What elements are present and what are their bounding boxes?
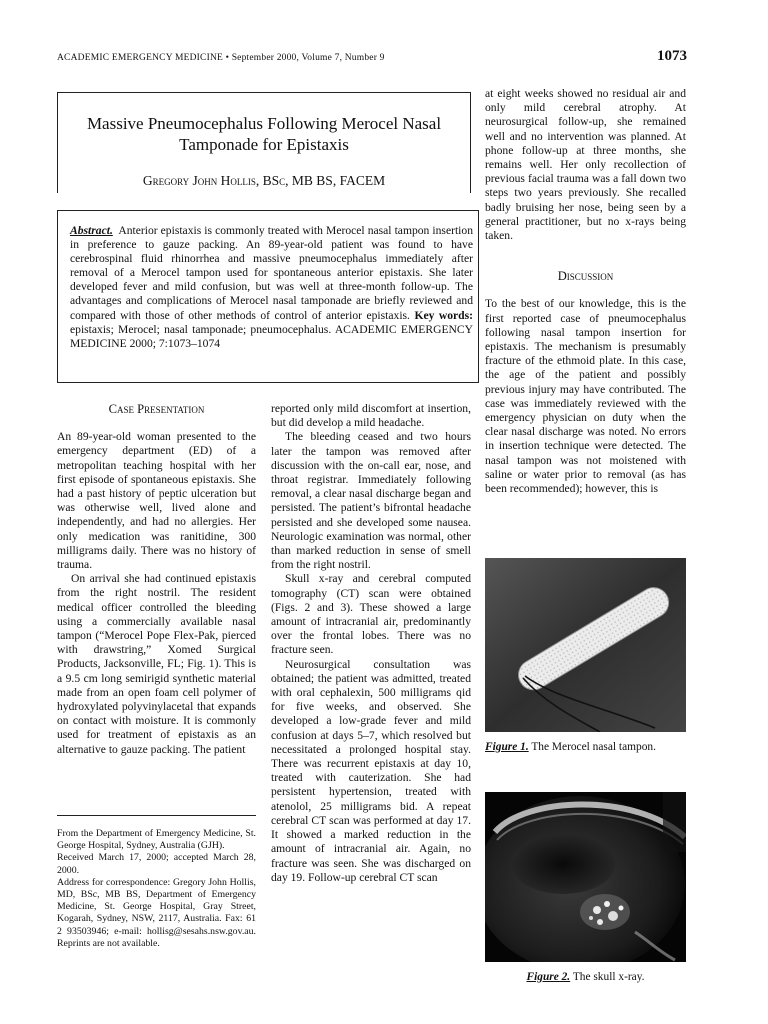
body-paragraph: To the best of our knowledge, this is the first reported case of pneumocephalus following nasal tampon insertion for epistaxis. The mechanism is presumably fracture of the ethmoid plate. In this case, the age of the patient and possibly previous injury may have contributed. The case was immediately reviewed with the emergency physician on duty when the clear nasal discharge was noted. No errors in insertion technique were detected. The nasal tampon was not moistened with saline or water prior to removal (as has been recommended); however, this is (485, 297, 686, 496)
body-paragraph: at eight weeks showed no residual air and only mild cerebral atrophy. At neurosurgical follow-up, she remained well and no intervention was planned. At phone follow-up at three months, she remains well. Her only recollection of previous facial trauma was a fall down two steps two years previously. She recalled badly bruising her nose, being seen by a general practitioner, but no x-rays being taken. (485, 87, 686, 243)
figure-2-label: Figure 2. (526, 971, 571, 983)
running-head: ACADEMIC EMERGENCY MEDICINE • September 2000, Volume 7, Number 9 (57, 53, 385, 63)
page-number: 1073 (657, 48, 687, 64)
column-1 (57, 402, 256, 757)
figure-1-label: Figure 1. (485, 741, 529, 753)
abstract-text: Anterior epistaxis is commonly treated with Merocel nasal tampon insertion in preference to gauze packing. An 89-year-old patient was found to have cerebrospinal fluid rhinorrhea and massive pneumocephalus immediately after removal of a Merocel tampon used for spontaneous anterior epistaxis. She later developed fever and mild confusion, but was well at three-month follow-up. The advantages and complications of Merocel nasal tamponade are briefly reviewed and compared with those of other methods of control of anterior epistaxis. (70, 224, 473, 322)
body-paragraph: An 89-year-old woman presented to the emergency department (ED) of a metropolitan teaching hospital with her first episode of spontaneous epistaxis. She had a past history of peptic ulceration but was otherwise well, lived alone and independently, and had no allergies. Her only medication was ranitidine, 300 milligrams daily. There was no history of trauma. (57, 430, 256, 572)
figure-1-caption-text: The Merocel nasal tampon. (531, 741, 656, 753)
abstract-box (57, 210, 479, 383)
figure-1-merocel-tampon-photo (485, 558, 686, 732)
body-paragraph: The bleeding ceased and two hours later the tampon was removed after discussion with the on-call ear, nose, and throat registrar. Immediately following removal, a clear nasal discharge began and persisted. The patient’s bifrontal headache persisted and she developed some nausea. Neurologic examination was normal, other than marked reduction in sense of smell from the right nostril. (271, 430, 471, 572)
tampon-illustration (485, 558, 686, 732)
figure-2-caption (485, 970, 686, 984)
section-heading-discussion: Discussion (557, 269, 614, 284)
article-title: Massive Pneumocephalus Following Merocel Nasal Tamponade for Epistaxis (86, 114, 442, 154)
abstract-citation: ACADEMIC EMERGENCY MEDICINE 2000; 7:1073–1074 (70, 322, 474, 350)
article-author: Gregory John Hollis, BSc, MB BS, FACEM (142, 173, 386, 188)
column-3 (485, 87, 686, 496)
abstract-label: Abstract. (70, 224, 113, 237)
figure-2-caption-text: The skull x-ray. (572, 971, 645, 983)
column-2 (271, 402, 471, 885)
affiliation-footnote (57, 815, 256, 950)
body-paragraph: Neurosurgical consultation was obtained; the patient was admitted, treated with oral cephalexin, 500 milligrams qid for five weeks, and observed. She developed a low-grade fever and mild confusion at days 5–7, which resolved but necessitated a prolonged hospital stay. There was recurrent epistaxis at day 10, treated with cauterization. She had persistent hypertension, treated with atenolol, 25 milligrams bid. A repeat cerebral CT scan was performed at day 17. It showed a marked reduction in the amount of intracranial air. Again, no fracture was seen. She was discharged on day 19. Follow-up cerebral CT scan (271, 657, 471, 884)
figure-1-caption (485, 740, 686, 754)
keywords-label: Key words: (414, 308, 474, 322)
skull-xray-illustration (485, 792, 686, 962)
keywords-text: epistaxis; Merocel; nasal tamponade; pneumocephalus. (70, 322, 332, 336)
affiliation-from: From the Department of Emergency Medicine, St. George Hospital, Sydney, Australia (GJH). (57, 828, 256, 852)
affiliation-received: Received March 17, 2000; accepted March 28, 2000. (57, 852, 256, 876)
section-heading-case-presentation: Case Presentation (108, 402, 205, 416)
figure-2-skull-xray (485, 792, 686, 962)
body-paragraph: Skull x-ray and cerebral computed tomography (CT) scan were obtained (Figs. 2 and 3). These showed a large amount of intracranial air, predominantly over the frontal lobes. There was no fracture seen. (271, 572, 471, 657)
affiliation-correspondence: Address for correspondence: Gregory John Hollis, MD, BSc, MB BS, Department of Emergency Medicine, St. George Hospital, Gray Street, Kogarah, Sydney, NSW, 2117, Australia. Fax: 61 2 93503946; e-mail: hollisg@sesahs.nsw.gov.au. Reprints are not available. (57, 876, 256, 949)
body-paragraph: On arrival she had continued epistaxis from the right nostril. The resident medical officer controlled the bleeding using a commercially available nasal tampon (“Merocel Pope Flex-Pak, pierced with drawstring,” Xomed Surgical Products, Jacksonville, FL; Fig. 1). This is a 9.5 cm long semirigid synthetic material made from an open foam cell polymer of hydroxylated polyvinylacetal that expands on contact with moisture. It is commonly used for treatment of epistaxis as an alternative to gauze packing. The patient (57, 572, 256, 756)
body-paragraph: reported only mild discomfort at insertion, but did develop a mild headache. (271, 402, 471, 430)
